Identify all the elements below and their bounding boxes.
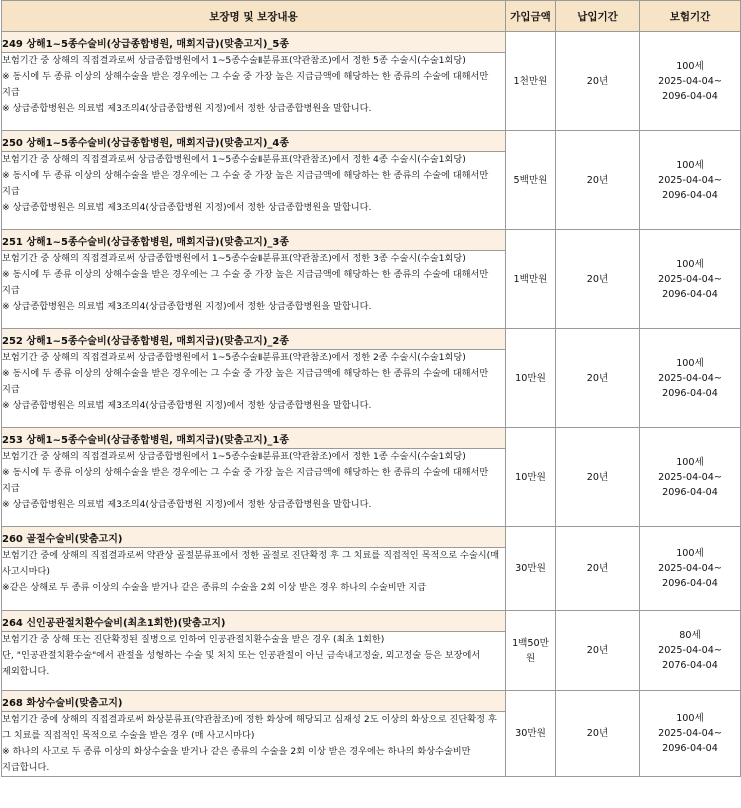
coverage-date-from: 2025-04-04~ xyxy=(658,728,722,739)
coverage-title-row xyxy=(2,131,741,152)
coverage-title: 264 신인공관절치환수술비(최초1회한)(맞춤고지) xyxy=(2,611,506,632)
coverage-line: 보험기간 중 상해의 직접결과로써 상급종합병원에서 1~5종수술Ⅱ분류표(약관참조)에서 정한 5종 수술시(수술1회당) xyxy=(2,55,466,66)
coverage-title: 260 골절수술비(맞춤고지) xyxy=(2,527,506,548)
coverage-amount: 1백50만원 xyxy=(506,611,556,691)
coverage-ins-period-cell xyxy=(640,131,741,230)
coverage-title-row xyxy=(2,329,741,350)
coverage-title-row xyxy=(2,230,741,251)
coverage-ins-period: 100세 xyxy=(676,258,704,270)
coverage-date-from: 2025-04-04~ xyxy=(658,174,722,186)
coverage-ins-period-cell xyxy=(640,691,741,777)
coverage-title: 252 상해1~5종수술비(상급종합병원, 매회지급)(맞춤고지)_2종 xyxy=(2,329,506,350)
coverage-line: 단, "인공관절치환수술"에서 관절을 성형하는 수술 및 처치 또는 인공관절이 아닌 금속내고정술, 외고정술 등은 보장에서 제외합니다. xyxy=(2,650,481,677)
coverage-line: ※ 동시에 두 종류 이상의 상해수술을 받은 경우에는 그 수술 중 가장 높은 지급금액에 해당하는 한 종류의 수술에 대해서만 지급 xyxy=(2,170,489,197)
header-pay-period: 납입기간 xyxy=(556,1,640,32)
coverage-ins-period: 100세 xyxy=(676,60,704,72)
coverage-date-to: 2096-04-04 xyxy=(662,189,718,201)
coverage-amount: 10만원 xyxy=(506,329,556,428)
coverage-ins-period: 100세 xyxy=(676,548,704,559)
coverage-line: ※ 상급종합병원은 의료법 제3조의4(상급종합병원 지정)에서 정한 상급종합병원을 말합니다. xyxy=(2,400,372,411)
coverage-amount: 30만원 xyxy=(506,527,556,611)
coverage-date-to: 2096-04-04 xyxy=(662,288,718,300)
coverage-ins-period-cell xyxy=(640,611,741,691)
coverage-line: ※ 동시에 두 종류 이상의 상해수술을 받은 경우에는 그 수술 중 가장 높은 지급금액에 해당하는 한 종류의 수술에 대해서만 지급 xyxy=(2,269,489,296)
coverage-line: 보험기간 중 상해 또는 진단확정된 질병으로 인하여 인공관절치환수술을 받은 경우 (최초 1회한) xyxy=(2,634,385,645)
coverage-ins-period: 100세 xyxy=(676,713,704,724)
coverage-date-from: 2025-04-04~ xyxy=(658,471,722,483)
coverage-ins-period-cell xyxy=(640,527,741,611)
coverage-description xyxy=(2,548,506,611)
coverage-pay-period: 20년 xyxy=(556,32,640,131)
coverage-pay-period: 20년 xyxy=(556,131,640,230)
header-ins-period: 보험기간 xyxy=(640,1,741,32)
coverage-ins-period-cell xyxy=(640,428,741,527)
coverage-line: ※ 하나의 사고로 두 종류 이상의 화상수술을 받거나 같은 종류의 수술을 2회 이상 받은 경우에는 하나의 화상수술비만 지급합니다. xyxy=(2,746,471,773)
coverage-title-row xyxy=(2,691,741,712)
coverage-date-to: 2076-04-04 xyxy=(662,660,718,671)
coverage-line: ※ 상급종합병원은 의료법 제3조의4(상급종합병원 지정)에서 정한 상급종합병원을 말합니다. xyxy=(2,103,372,114)
coverage-line: 보험기간 중 상해의 직접결과로써 상급종합병원에서 1~5종수술Ⅱ분류표(약관참조)에서 정한 3종 수술시(수술1회당) xyxy=(2,253,466,264)
coverage-line: 보험기간 중 상해의 직접결과로써 상급종합병원에서 1~5종수술Ⅱ분류표(약관참조)에서 정한 4종 수술시(수술1회당) xyxy=(2,154,466,165)
coverage-pay-period: 20년 xyxy=(556,611,640,691)
coverage-amount: 1천만원 xyxy=(506,32,556,131)
coverage-date-to: 2096-04-04 xyxy=(662,743,718,754)
coverage-line: ※ 동시에 두 종류 이상의 상해수술을 받은 경우에는 그 수술 중 가장 높은 지급금액에 해당하는 한 종류의 수술에 대해서만 지급 xyxy=(2,71,489,98)
coverage-title: 250 상해1~5종수술비(상급종합병원, 매회지급)(맞춤고지)_4종 xyxy=(2,131,506,152)
coverage-line: 보험기간 중 상해의 직접결과로써 상급종합병원에서 1~5종수술Ⅱ분류표(약관참조)에서 정한 1종 수술시(수술1회당) xyxy=(2,451,466,462)
coverage-line: ※ 상급종합병원은 의료법 제3조의4(상급종합병원 지정)에서 정한 상급종합병원을 말합니다. xyxy=(2,499,372,510)
coverage-title: 253 상해1~5종수술비(상급종합병원, 매회지급)(맞춤고지)_1종 xyxy=(2,428,506,449)
coverage-line: ※ 상급종합병원은 의료법 제3조의4(상급종합병원 지정)에서 정한 상급종합병원을 말합니다. xyxy=(2,202,372,213)
header-amount: 가입금액 xyxy=(506,1,556,32)
coverage-line: 보험기간 중 상해의 직접결과로써 상급종합병원에서 1~5종수술Ⅱ분류표(약관참조)에서 정한 2종 수술시(수술1회당) xyxy=(2,352,466,363)
coverage-pay-period: 20년 xyxy=(556,329,640,428)
coverage-date-to: 2096-04-04 xyxy=(662,486,718,498)
coverage-ins-period: 100세 xyxy=(676,159,704,171)
coverage-line: ※같은 상해로 두 종류 이상의 수술을 받거나 같은 종류의 수술을 2회 이상 받은 경우 하나의 수술비만 지급 xyxy=(2,582,427,593)
coverage-amount: 1백만원 xyxy=(506,230,556,329)
coverage-title: 268 화상수술비(맞춤고지) xyxy=(2,691,506,712)
coverage-line: ※ 동시에 두 종류 이상의 상해수술을 받은 경우에는 그 수술 중 가장 높은 지급금액에 해당하는 한 종류의 수술에 대해서만 지급 xyxy=(2,467,489,494)
coverage-ins-period: 80세 xyxy=(679,630,701,641)
coverage-pay-period: 20년 xyxy=(556,428,640,527)
coverage-date-to: 2096-04-04 xyxy=(662,578,718,589)
coverage-ins-period: 100세 xyxy=(676,357,704,369)
coverage-title-row xyxy=(2,32,741,53)
coverage-date-from: 2025-04-04~ xyxy=(658,563,722,574)
coverage-date-from: 2025-04-04~ xyxy=(658,372,722,384)
coverage-line: ※ 동시에 두 종류 이상의 상해수술을 받은 경우에는 그 수술 중 가장 높은 지급금액에 해당하는 한 종류의 수술에 대해서만 지급 xyxy=(2,368,489,395)
coverage-title: 251 상해1~5종수술비(상급종합병원, 매회지급)(맞춤고지)_3종 xyxy=(2,230,506,251)
coverage-rows xyxy=(2,32,741,777)
coverage-date-to: 2096-04-04 xyxy=(662,90,718,102)
coverage-description xyxy=(2,632,506,691)
coverage-amount: 5백만원 xyxy=(506,131,556,230)
coverage-title-row xyxy=(2,428,741,449)
coverage-table xyxy=(1,0,741,777)
coverage-description xyxy=(2,350,506,428)
coverage-title-row xyxy=(2,527,741,548)
header-name: 보장명 및 보장내용 xyxy=(2,1,506,32)
coverage-ins-period-cell xyxy=(640,32,741,131)
coverage-ins-period: 100세 xyxy=(676,456,704,468)
coverage-line: ※ 상급종합병원은 의료법 제3조의4(상급종합병원 지정)에서 정한 상급종합병원을 말합니다. xyxy=(2,301,372,312)
coverage-pay-period: 20년 xyxy=(556,691,640,777)
coverage-description xyxy=(2,152,506,230)
coverage-pay-period: 20년 xyxy=(556,230,640,329)
coverage-pay-period: 20년 xyxy=(556,527,640,611)
coverage-description xyxy=(2,251,506,329)
coverage-date-from: 2025-04-04~ xyxy=(658,75,722,87)
header-row xyxy=(2,1,741,32)
coverage-description xyxy=(2,449,506,527)
coverage-line: 보험기간 중에 상해의 직접결과로써 화상분류표(약관참조)에 정한 화상에 해당되고 심재성 2도 이상의 화상으로 진단확정 후 그 치료를 직접적인 목적으로 수술을 받은 경우 (매 사고시마다) xyxy=(2,714,497,741)
coverage-description xyxy=(2,712,506,777)
coverage-date-to: 2096-04-04 xyxy=(662,387,718,399)
coverage-ins-period-cell xyxy=(640,230,741,329)
coverage-title: 249 상해1~5종수술비(상급종합병원, 매회지급)(맞춤고지)_5종 xyxy=(2,32,506,53)
coverage-title-row xyxy=(2,611,741,632)
coverage-date-from: 2025-04-04~ xyxy=(658,645,722,656)
coverage-ins-period-cell xyxy=(640,329,741,428)
coverage-amount: 10만원 xyxy=(506,428,556,527)
coverage-line: 보험기간 중에 상해의 직접결과로써 약관상 골절분류표에서 정한 골절로 진단확정 후 그 치료를 직접적인 목적으로 수술시(매 사고시마다) xyxy=(2,550,500,577)
coverage-description xyxy=(2,53,506,131)
coverage-date-from: 2025-04-04~ xyxy=(658,273,722,285)
coverage-amount: 30만원 xyxy=(506,691,556,777)
